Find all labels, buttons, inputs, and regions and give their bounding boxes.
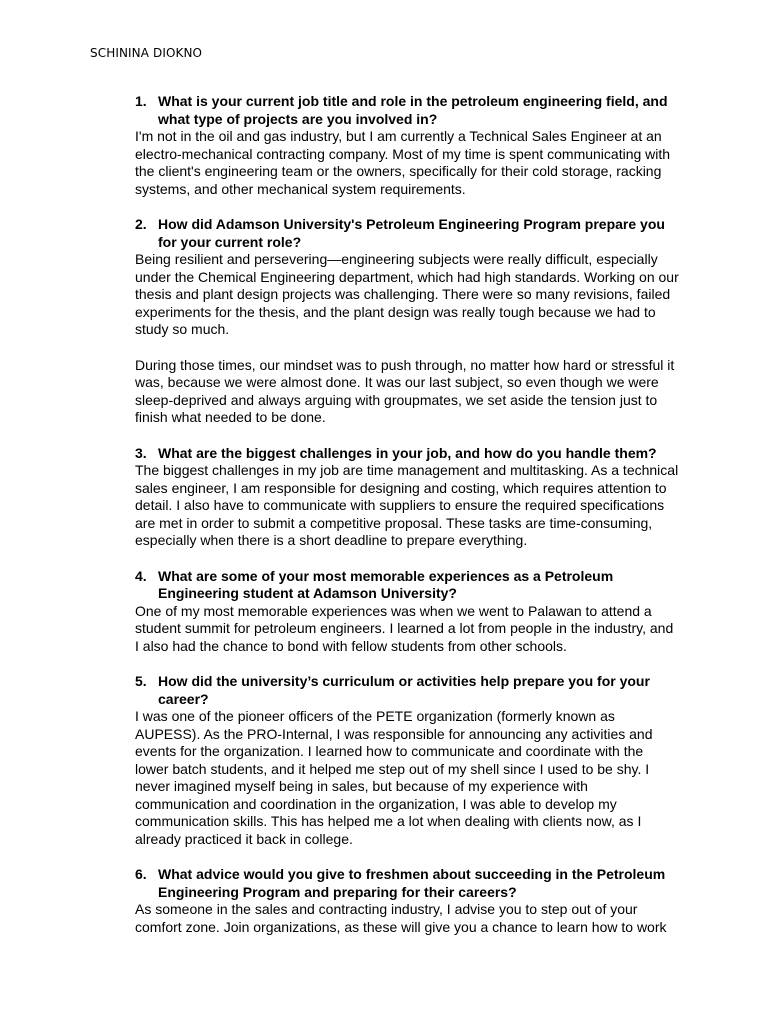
- question-number: 5.: [135, 673, 147, 689]
- qa-section-1: [135, 93, 680, 198]
- question-text: What are some of your most memorable experiences as a Petroleum Engineering student at Adamson University?: [158, 567, 614, 601]
- question-number: 3.: [135, 444, 147, 461]
- question-text: How did the university’s curriculum or activities help prepare you for your career?: [158, 673, 650, 707]
- question-5: [135, 673, 680, 708]
- answer-paragraph: I'm not in the oil and gas industry, but I am currently a Technical Sales Engineer at an electro-mechanical contracting company. Most of my time is spent communicating with the client's engineering team or the owners, specifically for their cold storage, racking systems, and other mechanical system requirements.: [135, 128, 671, 197]
- question-text: What are the biggest challenges in your job, and how do you handle them?: [158, 444, 657, 461]
- author-header: SCHININA DIOKNO: [90, 46, 203, 60]
- question-1: [135, 93, 680, 128]
- question-2: [135, 216, 680, 251]
- answer-paragraph: The biggest challenges in my job are time management and multitasking. As a technical sales engineer, I am responsible for designing and costing, which requires attention to detail. I also have to communicate with suppliers to ensure the required specifications are met in order to submit a competitive proposal. These tasks are time-consuming, especially when there is a short deadline to prepare everything.: [135, 462, 679, 548]
- qa-section-2: [135, 216, 680, 427]
- answer-paragraph: Being resilient and persevering—engineering subjects were really difficult, especially under the Chemical Engineering department, which had high standards. Working on our thesis and plant design projects was challenging. There were so many revisions, failed experiments for the thesis, and the plant design was really tough because we had to study so much.: [135, 251, 679, 337]
- answer-paragraph: One of my most memorable experiences was when we went to Palawan to attend a student summit for petroleum engineers. I learned a lot from people in the industry, and I also had the chance to bond with fellow students from other schools.: [135, 602, 674, 654]
- answer-paragraph: As someone in the sales and contracting industry, I advise you to step out of your comfort zone. Join organizations, as these will give you a chance to learn how to work: [135, 901, 667, 935]
- answer-paragraph: During those times, our mindset was to push through, no matter how hard or stressful it was, because we were almost done. It was our last subject, so even though we were sleep-deprived and always arguing with groupmates, we set aside the tension just to finish what needed to be done.: [135, 356, 675, 425]
- question-text: What is your current job title and role in the petroleum engineering field, and what type of projects are you involved in?: [158, 93, 668, 127]
- question-number: 4.: [135, 567, 147, 584]
- question-text: What advice would you give to freshmen about succeeding in the Petroleum Engineering Program and preparing for their careers?: [158, 866, 666, 900]
- interview-content: [135, 93, 680, 954]
- qa-section-6: [135, 866, 680, 936]
- question-3: [135, 445, 680, 463]
- qa-section-4: [135, 568, 680, 656]
- question-4: [135, 568, 680, 603]
- qa-section-5: [135, 673, 680, 848]
- question-6: [135, 866, 680, 901]
- question-number: 2.: [135, 216, 147, 232]
- qa-section-3: [135, 445, 680, 550]
- question-number: 1.: [135, 93, 147, 109]
- answer-paragraph: I was one of the pioneer officers of the PETE organization (formerly known as AUPESS). As the PRO-Internal, I was responsible for announcing any activities and events for the organization. I learned how to communicate and coordinate with the lower batch students, and it helped me step out of my shell since I used to be shy. I never imagined myself being in sales, but because of my experience with communication and coordination in the organization, I was able to develop my communication skills. This has helped me a lot when dealing with clients now, as I already practiced it back in college.: [135, 708, 653, 847]
- question-number: 6.: [135, 866, 147, 882]
- question-text: How did Adamson University's Petroleum Engineering Program prepare you for your current role?: [158, 216, 665, 250]
